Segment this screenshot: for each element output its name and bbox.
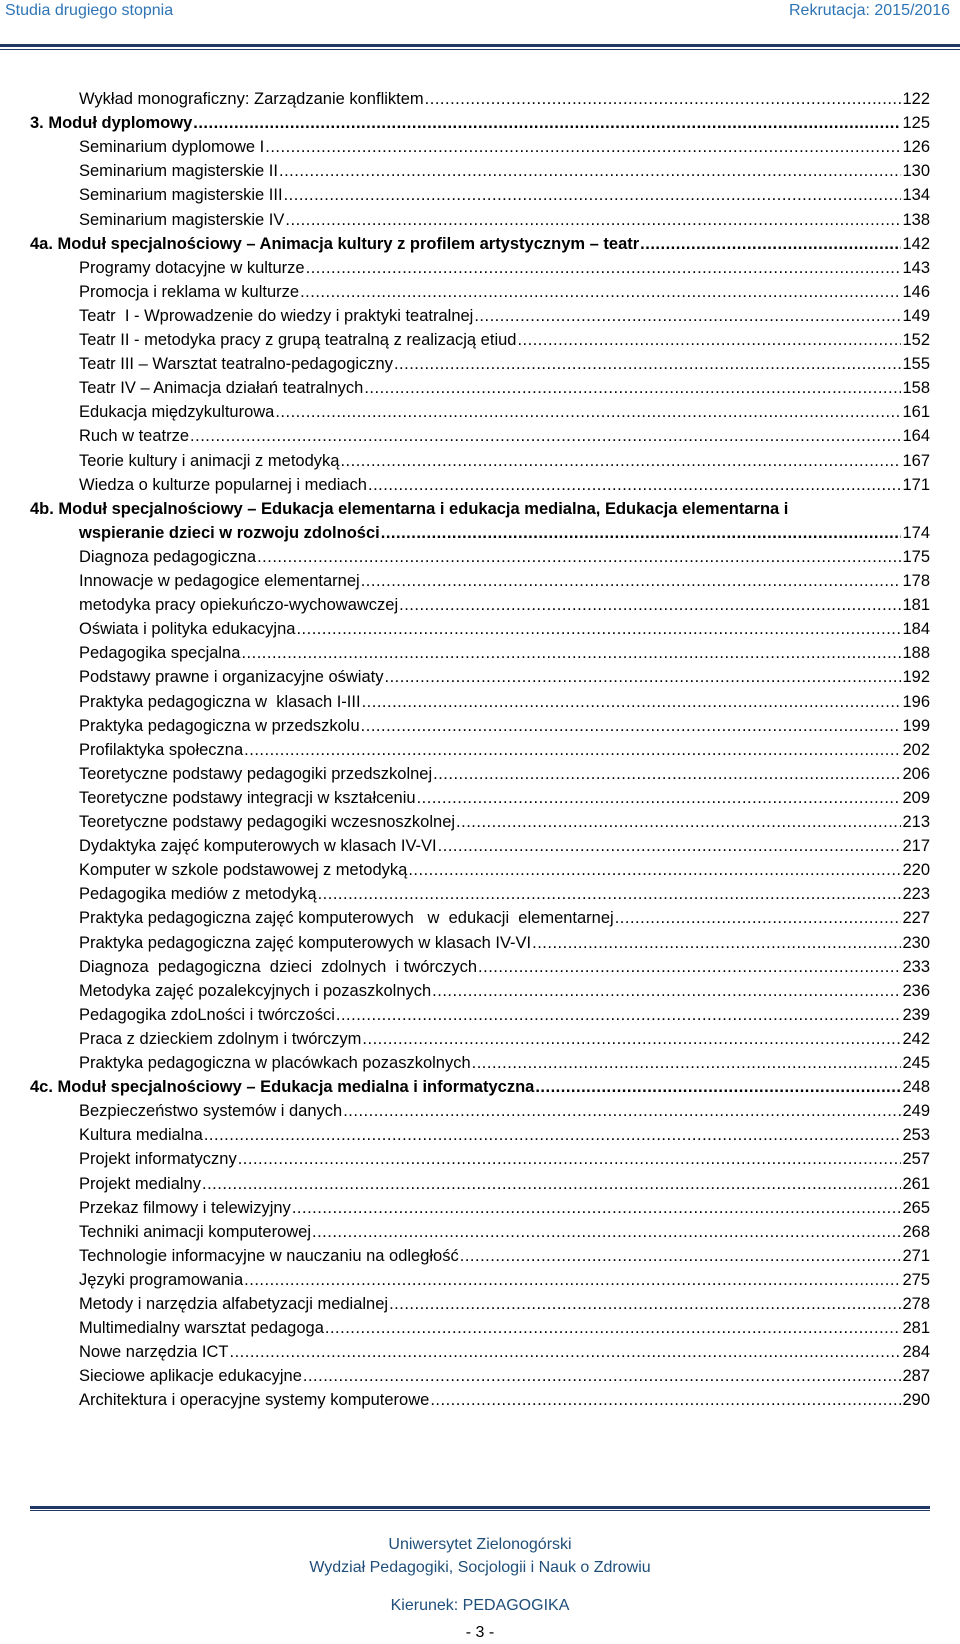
toc-dot-leader <box>389 1292 901 1316</box>
toc-entry-page: 287 <box>902 1367 930 1386</box>
toc-dot-leader <box>306 256 902 280</box>
toc-dot-leader <box>362 690 902 714</box>
toc-dot-leader <box>312 1220 901 1244</box>
toc-entry-title: Seminarium magisterskie II <box>79 162 278 181</box>
toc-entry-page: 253 <box>902 1126 930 1145</box>
toc-entry[interactable] <box>0 449 930 473</box>
toc-entry-title: Bezpieczeństwo systemów i danych <box>79 1102 343 1121</box>
toc-entry[interactable] <box>0 1292 930 1316</box>
toc-dot-leader <box>193 111 901 135</box>
toc-entry-title: Pedagogika mediów z metodyką <box>79 885 317 904</box>
toc-entry-title: Praktyka pedagogiczna zajęć komputerowych w edukacji elementarnej <box>79 909 614 928</box>
toc-entry-page: 217 <box>902 837 930 856</box>
toc-entry-page: 278 <box>902 1295 930 1313</box>
toc-entry-page: 239 <box>902 1005 930 1024</box>
toc-entry-title: Praktyka pedagogiczna w placówkach pozaszkolnych <box>79 1054 471 1072</box>
toc-entry-title: Teatr III – Warsztat teatralno-pedagogiczny <box>79 355 393 374</box>
toc-dot-leader <box>300 280 901 304</box>
toc-entry-page: 290 <box>902 1391 930 1410</box>
toc-entry[interactable] <box>0 786 930 810</box>
toc-dot-leader <box>640 232 901 256</box>
toc-dot-leader <box>343 1099 901 1123</box>
toc-dot-leader <box>381 521 902 545</box>
toc-entry-title: Teoretyczne podstawy pedagogiki przedszkolnej <box>79 764 433 783</box>
toc-entry-page: 181 <box>902 596 930 615</box>
toc-entry-title: 4a. Moduł specjalnościowy – Animacja kultury z profilem artystycznym – teatr <box>30 234 640 253</box>
toc-entry-title: Programy dotacyjne w kulturze <box>79 258 305 277</box>
toc-entry[interactable] <box>0 1268 930 1292</box>
toc-entry-title: Metody i narzędzia alfabetyzacji medialnej <box>79 1295 389 1313</box>
toc-entry-title: Wiedza o kulturze popularnej i mediach <box>79 475 367 494</box>
toc-entry-page: 158 <box>902 379 930 398</box>
toc-dot-leader <box>303 1364 902 1388</box>
toc-dot-leader <box>361 569 902 593</box>
toc-entry-page: 230 <box>902 933 930 952</box>
toc-entry-page: 188 <box>902 644 930 663</box>
toc-entry[interactable] <box>0 738 930 762</box>
toc-entry-title: Nowe narzędzia ICT <box>79 1343 229 1362</box>
toc-entry-title: Metodyka zajęć pozalekcyjnych i pozaszkolnych <box>79 981 432 1000</box>
toc-dot-leader <box>432 979 901 1003</box>
toc-dot-leader <box>204 1123 902 1147</box>
toc-dot-leader <box>438 834 902 858</box>
toc-entry[interactable] <box>0 810 930 834</box>
toc-entry-title: Pedagogika specjalna <box>79 644 241 663</box>
toc-entry[interactable] <box>0 1316 930 1340</box>
toc-entry-title: Języki programowania <box>79 1270 244 1289</box>
toc-entry[interactable] <box>0 256 930 280</box>
toc-entry-page: 138 <box>902 210 930 229</box>
toc-entry[interactable] <box>0 931 930 955</box>
page-number: - 3 - <box>465 1624 495 1641</box>
toc-dot-leader <box>417 786 902 810</box>
toc-entry-title: Projekt informatyczny <box>79 1150 237 1169</box>
toc-entry[interactable] <box>0 1003 930 1027</box>
toc-entry[interactable] <box>0 1123 930 1147</box>
toc-entry[interactable] <box>0 762 930 786</box>
toc-entry-page: 223 <box>902 885 930 904</box>
toc-entry-page: 184 <box>902 620 930 639</box>
toc-entry-title: Projekt medialny <box>79 1174 201 1193</box>
toc-entry[interactable] <box>0 545 930 569</box>
toc-dot-leader <box>460 1244 902 1268</box>
toc-dot-leader <box>478 955 901 979</box>
footer-faculty: Wydział Pedagogiki, Socjologii i Nauk o Zdrowiu <box>309 1559 651 1576</box>
toc-entry[interactable] <box>0 858 930 882</box>
toc-entry-title: 4c. Moduł specjalnościowy – Edukacja medialna i informatyczna <box>30 1078 535 1097</box>
toc-dot-leader <box>394 352 902 376</box>
toc-entry-page: 142 <box>902 234 930 253</box>
toc-dot-leader <box>279 159 901 183</box>
toc-entry-title: 3. Moduł dyplomowy <box>30 114 193 133</box>
toc-dot-leader <box>244 1268 901 1292</box>
toc-entry-page: 130 <box>902 162 930 181</box>
toc-entry-title: Teatr IV – Animacja działań teatralnych <box>79 379 364 398</box>
header-recruitment: Rekrutacja: 2015/2016 <box>789 2 950 19</box>
toc-dot-leader <box>318 882 902 906</box>
page-header <box>0 0 960 26</box>
toc-dot-leader <box>361 714 902 738</box>
toc-dot-leader <box>433 762 901 786</box>
toc-dot-leader <box>472 1051 902 1075</box>
toc-entry-title: Techniki animacji komputerowej <box>79 1222 312 1241</box>
toc-entry[interactable] <box>0 882 930 906</box>
toc-entry-title: Teoretyczne podstawy pedagogiki wczesnoszkolnej <box>79 813 456 831</box>
toc-entry[interactable] <box>0 1388 930 1412</box>
toc-entry-title: Seminarium dyplomowe I <box>79 138 265 157</box>
toc-dot-leader <box>385 665 902 689</box>
toc-entry-title: Praca z dzieckiem zdolnym i twórczym <box>79 1029 362 1048</box>
toc-entry-page: 152 <box>902 331 930 349</box>
toc-entry-title: metodyka pracy opiekuńczo-wychowawczej <box>79 596 399 615</box>
toc-entry-page: 220 <box>902 861 930 880</box>
toc-entry-title: Teatr II - metodyka pracy z grupą teatralną z realizacją etiud <box>79 331 517 349</box>
header-program: Studia drugiego stopnia <box>5 2 174 19</box>
toc-entry-page: 248 <box>902 1078 930 1097</box>
toc-entry-title: Podstawy prawne i organizacyjne oświaty <box>79 668 384 687</box>
toc-entry[interactable] <box>0 1147 930 1171</box>
toc-entry-title: Wykład monograficzny: Zarządzanie konfliktem <box>79 90 424 108</box>
toc-entry-title: Seminarium magisterskie III <box>79 186 283 205</box>
toc-dot-leader <box>202 1172 901 1196</box>
toc-entry-page: 245 <box>902 1054 930 1072</box>
toc-entry-page: 242 <box>902 1029 930 1048</box>
toc-entry-title: Innowacje w pedagogice elementarnej <box>79 572 360 590</box>
toc-entry-page: 164 <box>902 427 930 446</box>
toc-entry[interactable] <box>0 1099 930 1123</box>
toc-module-heading[interactable] <box>0 1075 930 1099</box>
toc-entry-page: 233 <box>902 957 930 976</box>
toc-dot-leader <box>238 1147 902 1171</box>
toc-dot-leader <box>275 400 901 424</box>
toc-entry-title: Praktyka pedagogiczna w przedszkolu <box>79 716 360 735</box>
toc-entry-title: Edukacja międzykulturowa <box>79 403 275 422</box>
toc-entry[interactable] <box>0 665 930 689</box>
toc-entry-page: 271 <box>902 1246 930 1265</box>
toc-entry-title: Teatr I - Wprowadzenie do wiedzy i praktyki teatralnej <box>79 306 474 325</box>
toc-entry[interactable] <box>0 906 930 930</box>
toc-dot-leader <box>535 1075 901 1099</box>
toc-entry-title: Ruch w teatrze <box>79 427 190 446</box>
toc-entry-title: Pedagogika zdoLności i twórczości <box>79 1005 335 1024</box>
toc-entry[interactable] <box>0 593 930 617</box>
toc-entry-page: 146 <box>902 282 930 301</box>
toc-entry-title: Teorie kultury i animacji z metodyką <box>79 451 340 470</box>
toc-dot-leader <box>474 304 901 328</box>
toc-entry-page: 134 <box>902 186 930 205</box>
toc-entry[interactable] <box>0 1220 930 1244</box>
toc-entry-title: Kultura medialna <box>79 1126 203 1145</box>
toc-entry-title: Profilaktyka społeczna <box>79 740 244 759</box>
toc-entry-page: 213 <box>902 813 930 831</box>
toc-entry-title: Sieciowe aplikacje edukacyjne <box>79 1367 302 1386</box>
toc-dot-leader <box>336 1003 902 1027</box>
toc-entry[interactable] <box>0 690 930 714</box>
toc-entry-page: 192 <box>902 668 930 687</box>
toc-entry[interactable] <box>0 1027 930 1051</box>
footer-field: Kierunek: PEDAGOGIKA <box>390 1597 570 1614</box>
toc-dot-leader <box>285 208 901 232</box>
toc-entry[interactable] <box>0 280 930 304</box>
toc-entry-page: 175 <box>902 547 930 566</box>
toc-entry[interactable] <box>0 1340 930 1364</box>
toc-entry-page: 149 <box>902 306 930 325</box>
toc-dot-leader <box>265 135 901 159</box>
toc-dot-leader <box>244 738 901 762</box>
toc-entry-page: 227 <box>902 909 930 928</box>
toc-module-heading[interactable] <box>0 111 930 135</box>
toc-entry-page: 265 <box>902 1198 930 1217</box>
toc-dot-leader <box>425 87 902 111</box>
toc-entry-title: Komputer w szkole podstawowej z metodyką <box>79 861 408 880</box>
toc-entry[interactable] <box>0 1172 930 1196</box>
toc-entry-page: 236 <box>902 981 930 1000</box>
toc-entry-page: 199 <box>902 716 930 735</box>
toc-entry[interactable] <box>0 87 930 111</box>
toc-entry[interactable] <box>0 328 930 352</box>
toc-dot-leader <box>241 641 901 665</box>
toc-entry-page: 171 <box>902 475 930 494</box>
toc-entry-page: 268 <box>902 1222 930 1241</box>
toc-dot-leader <box>292 1196 902 1220</box>
toc-dot-leader <box>430 1388 901 1412</box>
toc-entry[interactable] <box>0 979 930 1003</box>
toc-entry[interactable] <box>0 1244 930 1268</box>
header-divider <box>0 44 960 50</box>
toc-entry[interactable] <box>0 208 930 232</box>
toc-entry-title: Diagnoza pedagogiczna <box>79 547 257 566</box>
footer-university: Uniwersytet Zielonogórski <box>388 1536 572 1553</box>
toc-entry-page: 209 <box>902 788 930 807</box>
toc-entry-page: 206 <box>902 764 930 783</box>
toc-entry[interactable] <box>0 400 930 424</box>
toc-entry-title: Diagnoza pedagogiczna dzieci zdolnych i twórczych <box>79 957 478 976</box>
toc-dot-leader <box>362 1027 901 1051</box>
toc-entry[interactable] <box>0 159 930 183</box>
toc-entry[interactable] <box>0 352 930 376</box>
toc-dot-leader <box>456 810 901 834</box>
toc-entry-title: Seminarium magisterskie IV <box>79 210 285 229</box>
toc-entry-page: 275 <box>902 1270 930 1289</box>
toc-entry-title: Dydaktyka zajęć komputerowych w klasach IV-VI <box>79 837 437 856</box>
toc-entry-page: 284 <box>902 1343 930 1362</box>
toc-entry-page: 126 <box>902 138 930 157</box>
toc-entry-page: 174 <box>902 523 930 542</box>
toc-entry[interactable] <box>0 135 930 159</box>
toc-entry[interactable] <box>0 424 930 448</box>
toc-dot-leader <box>229 1340 901 1364</box>
toc-entry-title: Multimedialny warsztat pedagoga <box>79 1319 324 1338</box>
toc-entry-title: Praktyka pedagogiczna zajęć komputerowych w klasach IV-VI <box>79 933 532 952</box>
toc-entry[interactable] <box>0 376 930 400</box>
toc-entry-title: Technologie informacyjne w nauczaniu na odległość <box>79 1246 459 1265</box>
toc-entry[interactable] <box>0 183 930 207</box>
toc-entry-title: Oświata i polityka edukacyjna <box>79 620 296 639</box>
toc-entry[interactable] <box>0 1051 930 1075</box>
toc-dot-leader <box>284 183 902 207</box>
toc-dot-leader <box>368 473 901 497</box>
toc-dot-leader <box>399 593 901 617</box>
toc-entry-page: 257 <box>902 1150 930 1169</box>
toc-dot-leader <box>190 424 901 448</box>
footer-divider <box>30 1506 930 1511</box>
toc-entry-page: 125 <box>902 114 930 133</box>
toc-dot-leader <box>325 1316 902 1340</box>
toc-entry[interactable] <box>0 1364 930 1388</box>
toc-entry[interactable] <box>0 955 930 979</box>
toc-entry-title: Architektura i operacyjne systemy komputerowe <box>79 1391 430 1410</box>
toc-entry-page: 281 <box>902 1319 930 1338</box>
toc-entry[interactable] <box>0 641 930 665</box>
toc-entry-page: 167 <box>902 451 930 470</box>
toc-entry-page: 122 <box>902 90 930 108</box>
toc-dot-leader <box>517 328 901 352</box>
toc-module-heading-line: 4b. Moduł specjalnościowy – Edukacja elementarna i edukacja medialna, Edukacja elementarna i <box>30 499 789 518</box>
toc-entry[interactable] <box>0 714 930 738</box>
toc-entry-title: Teoretyczne podstawy integracji w kształceniu <box>79 788 416 807</box>
toc-entry-page: 202 <box>902 740 930 759</box>
toc-entry-title: Promocja i reklama w kulturze <box>79 282 300 301</box>
toc-dot-leader <box>296 617 901 641</box>
toc-dot-leader <box>364 376 901 400</box>
toc-entry-page: 143 <box>902 258 930 277</box>
toc-entry-page: 261 <box>902 1174 930 1193</box>
toc-entry-page: 249 <box>902 1102 930 1121</box>
toc-entry[interactable] <box>0 1196 930 1220</box>
toc-entry-page: 155 <box>902 355 930 374</box>
toc-module-heading[interactable] <box>0 232 930 256</box>
toc-entry-page: 161 <box>902 403 930 422</box>
toc-dot-leader <box>532 931 901 955</box>
toc-entry-title: wspieranie dzieci w rozwoju zdolności <box>79 523 380 542</box>
toc-entry[interactable] <box>0 473 930 497</box>
toc-entry[interactable] <box>0 834 930 858</box>
toc-entry[interactable] <box>0 617 930 641</box>
toc-dot-leader <box>408 858 901 882</box>
toc-entry[interactable] <box>0 569 930 593</box>
toc-entry[interactable] <box>0 304 930 328</box>
toc-module-heading[interactable] <box>0 521 930 545</box>
toc-dot-leader <box>340 449 901 473</box>
toc-entry-title: Praktyka pedagogiczna w klasach I-III <box>79 692 361 711</box>
toc-entry-page: 196 <box>902 692 930 711</box>
toc-dot-leader <box>257 545 901 569</box>
toc-entry-title: Przekaz filmowy i telewizyjny <box>79 1198 291 1217</box>
toc-dot-leader <box>615 906 902 930</box>
toc-entry-page: 178 <box>902 572 930 590</box>
